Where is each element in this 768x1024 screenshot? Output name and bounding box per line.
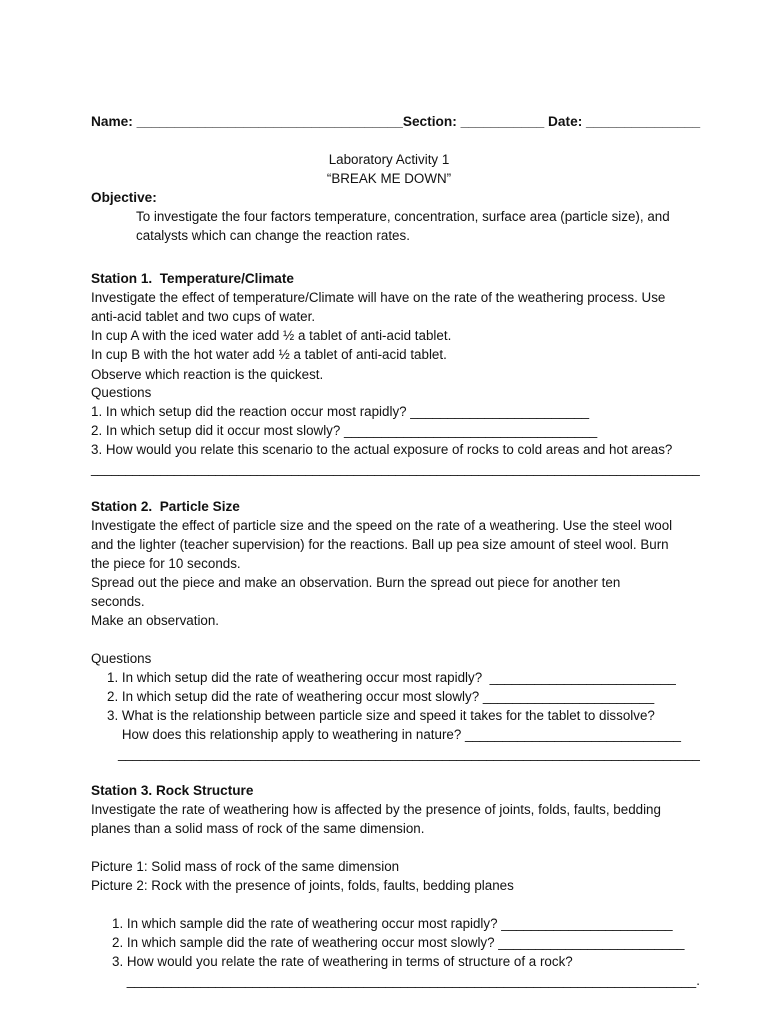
station1-heading: Station 1. Temperature/Climate (91, 271, 294, 286)
station3-question: 2. In which sample did the rate of weathering occur most slowly? _________________________ (112, 935, 685, 950)
station3-line: Investigate the rate of weathering how is affected by the presence of joints, folds, faults, bedding (91, 802, 661, 817)
station1-question: 1. In which setup did the reaction occur most rapidly? ________________________ (91, 404, 590, 419)
objective-text-line-2: catalysts which can change the reaction rates. (136, 228, 410, 243)
station2-question: 1. In which setup did the rate of weathering occur most rapidly? _________________________ (107, 670, 676, 685)
station3-line: planes than a solid mass of rock of the same dimension. (91, 821, 425, 836)
station2-heading: Station 2. Particle Size (91, 499, 240, 514)
station3-picture-caption: Picture 1: Solid mass of rock of the same dimension (91, 859, 400, 874)
station2-question: 3. What is the relationship between particle size and speed it takes for the tablet to dissolve? (107, 708, 655, 723)
station3-heading: Station 3. Rock Structure (91, 783, 254, 798)
station2-answer-line: _______________________________________________________________________________ (107, 746, 700, 761)
objective-heading: Objective: (91, 190, 157, 205)
name-section-date-line: Name: ___________________________________Section: ___________ Date: _______________ (91, 114, 701, 130)
station1-line: In cup B with the hot water add ½ a tablet of anti-acid tablet. (91, 347, 447, 362)
station2-questions-label: Questions (91, 651, 152, 666)
station1-line: Investigate the effect of temperature/Climate will have on the rate of the weathering process. Use (91, 290, 666, 305)
station1-line: In cup A with the iced water add ½ a tablet of anti-acid tablet. (91, 328, 452, 343)
station2-line: Make an observation. (91, 613, 220, 628)
station3-question: 3. How would you relate the rate of weathering in terms of structure of a rock? (112, 954, 573, 969)
station3-answer-line: _____________________________________________________________________________. (112, 973, 700, 988)
station1-question: 2. In which setup did it occur most slowly? __________________________________ (91, 423, 598, 438)
objective-text-line-1: To investigate the four factors temperature, concentration, surface area (particle size), and (136, 209, 670, 224)
station1-line: anti-acid tablet and two cups of water. (91, 309, 316, 324)
station1-questions-label: Questions (91, 385, 152, 400)
station2-question: How does this relationship apply to weathering in nature? _____________________________ (107, 727, 682, 742)
station2-line: Spread out the piece and make an observation. Burn the spread out piece for another ten (91, 575, 621, 590)
station3-picture-caption: Picture 2: Rock with the presence of joints, folds, faults, bedding planes (91, 878, 514, 893)
station3-question: 1. In which sample did the rate of weathering occur most rapidly? _______________________ (112, 916, 673, 931)
station1-line: Observe which reaction is the quickest. (91, 367, 324, 382)
station2-line: Investigate the effect of particle size and the speed on the rate of a weathering. Use the steel wool (91, 518, 673, 533)
station2-line: the piece for 10 seconds. (91, 556, 241, 571)
activity-title: Laboratory Activity 1 (328, 152, 450, 167)
station2-line: and the lighter (teacher supervision) for the reactions. Ball up pea size amount of steel wool. Burn (91, 537, 669, 552)
station1-question: 3. How would you relate this scenario to the actual exposure of rocks to cold areas and hot areas? (91, 442, 673, 457)
station2-line: seconds. (91, 594, 145, 609)
activity-subtitle: “BREAK ME DOWN” (326, 171, 452, 186)
station2-question: 2. In which setup did the rate of weathering occur most slowly? _______________________ (107, 689, 655, 704)
station1-answer-line: ________________________________________________________________________________________ (91, 461, 700, 476)
